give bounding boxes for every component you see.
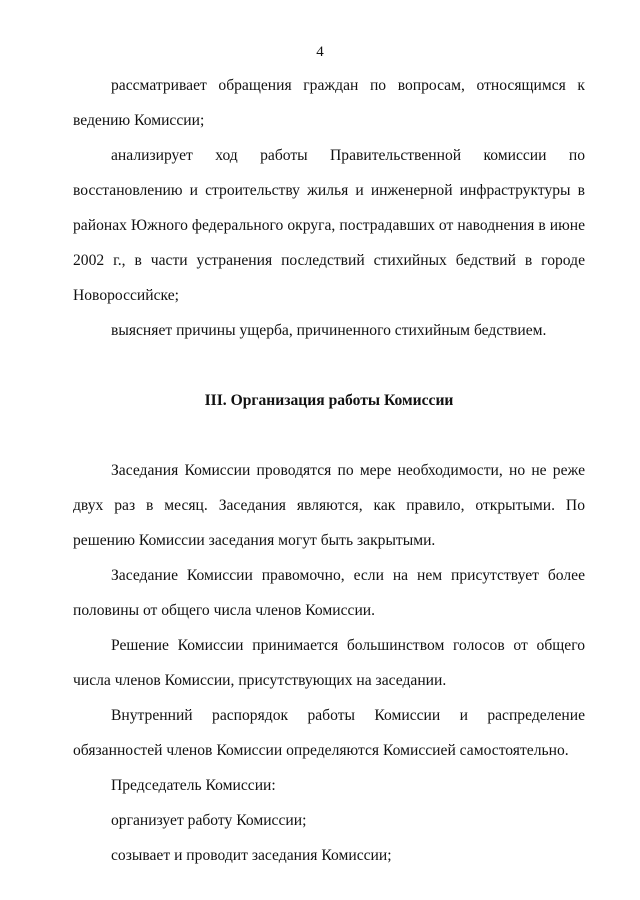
- paragraph-internal-rules: Внутренний распорядок работы Комиссии и распределение обязанностей членов Комиссии определяются Комиссией самостоятельно.: [73, 707, 585, 759]
- section-heading: III. Организация работы Комиссии: [204, 392, 454, 409]
- paragraph-consider-appeals: рассматривает обращения граждан по вопросам, относящимся к ведению Комиссии;: [73, 77, 585, 129]
- spacer: [73, 348, 585, 383]
- chairman-duty-organize: организует работу Комиссии;: [111, 812, 307, 829]
- document-body: [73, 68, 585, 873]
- paragraph-decision-voting: Решение Комиссии принимается большинством голосов от общего числа членов Комиссии, присутствующих на заседании.: [73, 637, 585, 689]
- paragraph-analyzes-work: анализирует ход работы Правительственной комиссии по восстановлению и строительству жилья и инженерной инфраструктуры в районах Южного федерального округа, пострадавших от наводнения в июне 2002 г., в части устранения последствий стихийных бедствий в городе Новороссийске;: [73, 147, 585, 304]
- page-number: 4: [316, 44, 324, 60]
- chairman-intro: Председатель Комиссии:: [111, 777, 276, 794]
- paragraph-meetings-frequency: Заседания Комиссии проводятся по мере необходимости, но не реже двух раз в месяц. Заседания являются, как правило, открытыми. По решению Комиссии заседания могут быть закрытыми.: [73, 462, 585, 549]
- paragraph-quorum: Заседание Комиссии правомочно, если на нем присутствует более половины от общего числа членов Комиссии.: [73, 567, 585, 619]
- paragraph-finds-causes: выясняет причины ущерба, причиненного стихийным бедствием.: [111, 322, 547, 339]
- spacer: [73, 418, 585, 453]
- chairman-duty-convene: созывает и проводит заседания Комиссии;: [111, 847, 392, 864]
